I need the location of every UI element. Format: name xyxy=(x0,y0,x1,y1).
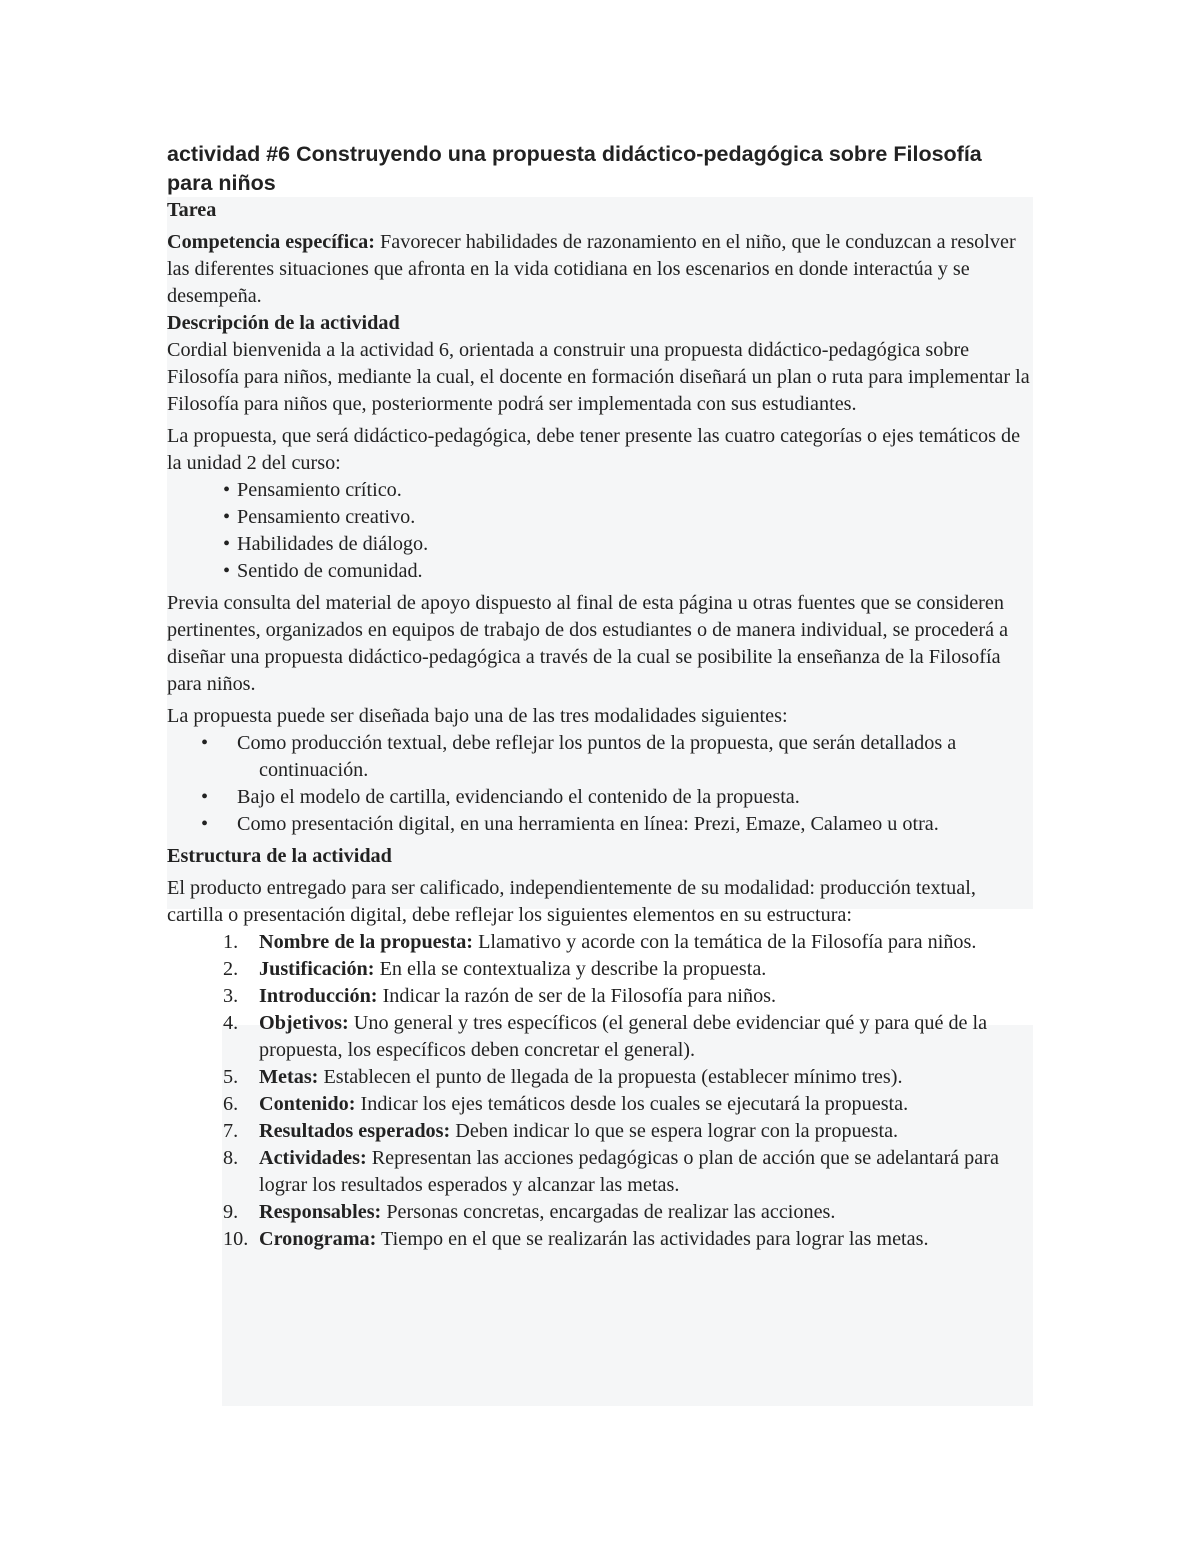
modalidades-list xyxy=(167,730,1033,838)
list-item: • Pensamiento crítico. xyxy=(223,477,1033,504)
item-label: Introducción: xyxy=(259,985,378,1007)
descripcion-paragraph-3: Previa consulta del material de apoyo dispuesto al final de esta página u otras fuentes que se consideren pertinentes, organizados en equipos de trabajo de dos estudiantes o de manera individual, se procederá a diseñar una propuesta didáctico-pedagógica a través de la cual se posibilite la enseñanza de la Filosofía para niños. xyxy=(167,592,1009,695)
list-item xyxy=(223,1199,1033,1226)
item-label: Resultados esperados: xyxy=(259,1120,451,1142)
descripcion-paragraph-1: Cordial bienvenida a la actividad 6, orientada a construir una propuesta didáctico-pedagógica sobre Filosofía para niños, mediante la cual, el docente en formación diseñará un plan o ruta para implementar la Filosofía para niños que, posteriormente podrá ser implementada con sus estudiantes. xyxy=(167,339,1030,415)
item-number: 6. xyxy=(223,1093,239,1115)
item-number: 7. xyxy=(223,1120,239,1142)
list-item: • Sentido de comunidad. xyxy=(223,558,1033,585)
descripcion-paragraph-4: La propuesta puede ser diseñada bajo una de las tres modalidades siguientes: xyxy=(167,705,788,727)
item-text: En ella se contextualiza y describe la propuesta. xyxy=(374,958,767,980)
item-text: Indicar la razón de ser de la Filosofía para niños. xyxy=(377,985,777,1007)
item-label: Nombre de la propuesta: xyxy=(259,931,474,953)
item-number: 3. xyxy=(223,985,239,1007)
descripcion-paragraph-2: La propuesta, que será didáctico-pedagógica, debe tener presente las cuatro categorías o ejes temáticos de la unidad 2 del curso: xyxy=(167,425,1021,474)
document-content xyxy=(167,197,1033,1253)
item-label: Justificación: xyxy=(259,958,375,980)
item-text: Establecen el punto de llegada de la propuesta (establecer mínimo tres). xyxy=(318,1066,903,1088)
list-item: • Habilidades de diálogo. xyxy=(223,531,1033,558)
item-text: Representan las acciones pedagógicas o plan de acción que se adelantará para lograr los resultados esperados y alcanzar las metas. xyxy=(259,1147,999,1196)
list-item xyxy=(223,1118,1033,1145)
item-text: Tiempo en el que se realizarán las actividades para lograr las metas. xyxy=(376,1228,929,1250)
list-item: • Bajo el modelo de cartilla, evidenciando el contenido de la propuesta. xyxy=(223,784,1033,811)
tarea-heading: Tarea xyxy=(167,199,217,221)
item-label: Actividades: xyxy=(259,1147,367,1169)
item-text: Personas concretas, encargadas de realizar las acciones. xyxy=(381,1201,836,1223)
descripcion-heading: Descripción de la actividad xyxy=(167,312,400,334)
document-title: actividad #6 Construyendo una propuesta didáctico-pedagógica sobre Filosofía para niños xyxy=(167,142,982,195)
item-label: Objetivos: xyxy=(259,1012,349,1034)
competencia-label: Competencia específica: xyxy=(167,231,375,253)
item-number: 1. xyxy=(223,931,239,953)
item-number: 8. xyxy=(223,1147,239,1169)
list-item: • Como presentación digital, en una herramienta en línea: Prezi, Emaze, Calameo u otra. xyxy=(223,811,1033,838)
list-item xyxy=(223,1145,1033,1199)
estructura-heading: Estructura de la actividad xyxy=(167,845,392,867)
list-item xyxy=(223,929,1033,956)
item-number: 10. xyxy=(223,1228,249,1250)
item-number: 2. xyxy=(223,958,239,980)
estructura-intro: El producto entregado para ser calificado, independientemente de su modalidad: producción textual, cartilla o presentación digital, debe reflejar los siguientes elementos en su estructura: xyxy=(167,877,976,926)
list-item xyxy=(223,1091,1033,1118)
item-label: Responsables: xyxy=(259,1201,382,1223)
item-text: Uno general y tres específicos (el general debe evidenciar qué y para qué de la propuesta, los específicos deben concretar el general). xyxy=(259,1012,988,1061)
categorias-list xyxy=(167,477,1033,585)
list-item xyxy=(223,1226,1033,1253)
item-label: Cronograma: xyxy=(259,1228,377,1250)
list-item xyxy=(223,983,1033,1010)
list-item: • Como producción textual, debe reflejar los puntos de la propuesta, que serán detallados a continuación. xyxy=(223,730,1033,784)
item-text: Indicar los ejes temáticos desde los cuales se ejecutará la propuesta. xyxy=(355,1093,909,1115)
list-item xyxy=(223,1010,1033,1064)
list-item xyxy=(223,1064,1033,1091)
item-text: Deben indicar lo que se espera lograr con la propuesta. xyxy=(450,1120,899,1142)
competencia-paragraph xyxy=(167,229,1033,310)
item-number: 4. xyxy=(223,1012,239,1034)
item-text: Llamativo y acorde con la temática de la Filosofía para niños. xyxy=(473,931,977,953)
competencia-text: Favorecer habilidades de razonamiento en el niño, que le conduzcan a resolver las diferentes situaciones que afronta en la vida cotidiana en los escenarios en donde interactúa y se desempeña. xyxy=(167,231,1016,307)
item-number: 9. xyxy=(223,1201,239,1223)
item-label: Metas: xyxy=(259,1066,319,1088)
item-number: 5. xyxy=(223,1066,239,1088)
list-item: • Pensamiento creativo. xyxy=(223,504,1033,531)
list-item xyxy=(223,956,1033,983)
item-label: Contenido: xyxy=(259,1093,356,1115)
estructura-list xyxy=(167,929,1033,1253)
